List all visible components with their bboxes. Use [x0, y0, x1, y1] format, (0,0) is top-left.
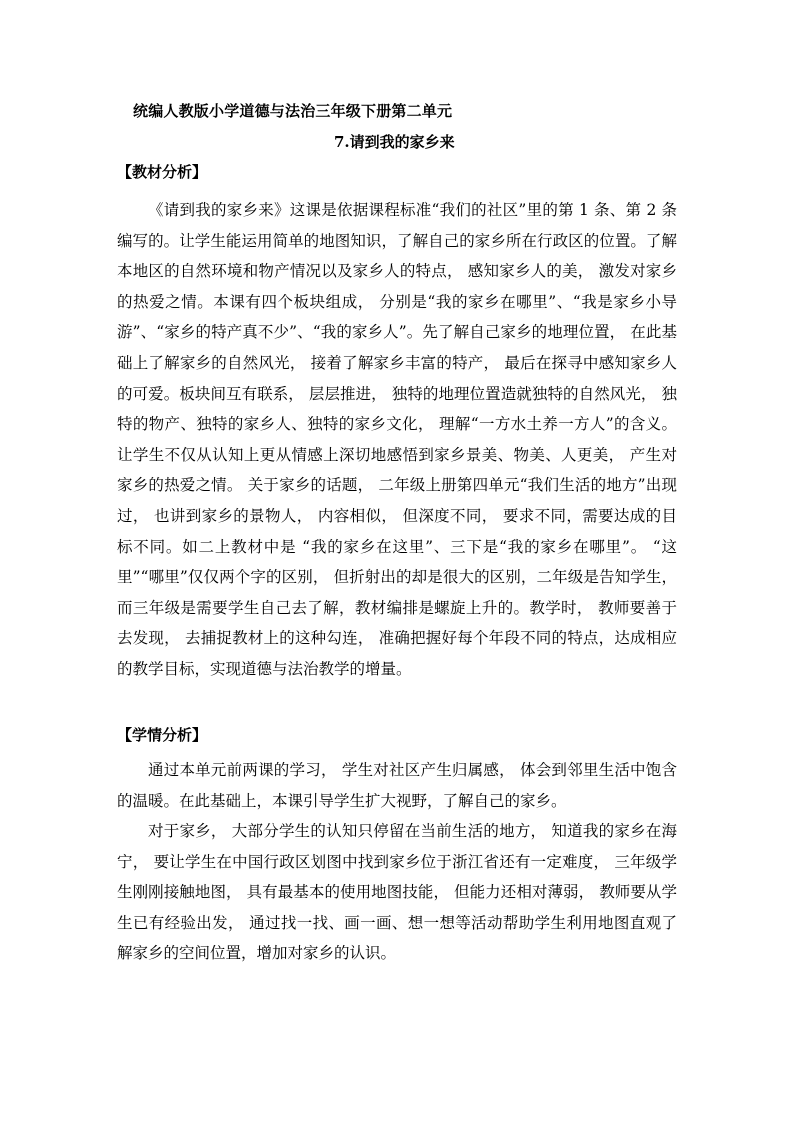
section-heading-student-analysis: 【学情分析】	[117, 726, 208, 744]
document-header: 统编人教版小学道德与法治三年级下册第二单元	[133, 102, 453, 120]
paragraph: 对于家乡， 大部分学生的认知只停留在当前生活的地方， 知道我的家乡在海宁， 要让学生在中国行政区划图中找到家乡位于浙江省还有一定难度， 三年级学生刚刚接触地图， 具有最基本的使用地图技能， 但能力还相对薄弱， 教师要从学生已有经验出发， 通过找一找、画一画、想一想等活动帮助学生利用地图直观了解家乡的空间位置，增加对家乡的认识。	[117, 822, 677, 963]
student-analysis-paragraph-2	[117, 816, 677, 969]
paragraph: 通过本单元前两课的学习， 学生对社区产生归属感， 体会到邻里生活中饱含的温暖。在此基础上，本课引导学生扩大视野，了解自己的家乡。	[117, 761, 677, 810]
student-analysis-paragraph-1	[117, 755, 677, 816]
textbook-analysis-body	[117, 195, 677, 685]
paragraph: 《请到我的家乡来》这课是依据课程标准“我们的社区”里的第 1 条、第 2 条编写的。让学生能运用简单的地图知识，了解自己的家乡所在行政区的位置。了解本地区的自然环境和物产情况以及家乡人的特点， 感知家乡人的美， 激发对家乡的热爱之情。本课有四个板块组成， 分别是“我的家乡在哪里”、“我是家乡小导游”、“家乡的特产真不少”、“我的家乡人”。先了解自己家乡的地理位置， 在此基础上了解家乡的自然风光， 接着了解家乡丰富的特产， 最后在探寻中感知家乡人的可爱。板块间互有联系， 层层推进， 独特的地理位置造就独特的自然风光， 独特的物产、独特的家乡人、独特的家乡文化， 理解“一方水土养一方人”的含义。让学生不仅从认知上更从情感上深切地感悟到家乡景美、物美、人更美， 产生对家乡的热爱之情。 关于家乡的话题， 二年级上册第四单元“我们生活的地方”出现过， 也讲到家乡的景物人， 内容相似， 但深度不同， 要求不同，需要达成的目标不同。如二上教材中是 “我的家乡在这里”、三下是“我的家乡在哪里”。 “这里”“哪里”仅仅两个字的区别， 但折射出的却是很大的区别，二年级是告知学生，而三年级是需要学生自己去了解，教材编排是螺旋上升的。教学时， 教师要善于去发现， 去捕捉教材上的这种勾连， 准确把握好每个年段不同的特点，达成相应的教学目标，实现道德与法治教学的增量。	[117, 201, 677, 678]
section-heading-textbook-analysis: 【教材分析】	[117, 163, 208, 181]
lesson-title: 7.请到我的家乡来	[334, 133, 455, 151]
